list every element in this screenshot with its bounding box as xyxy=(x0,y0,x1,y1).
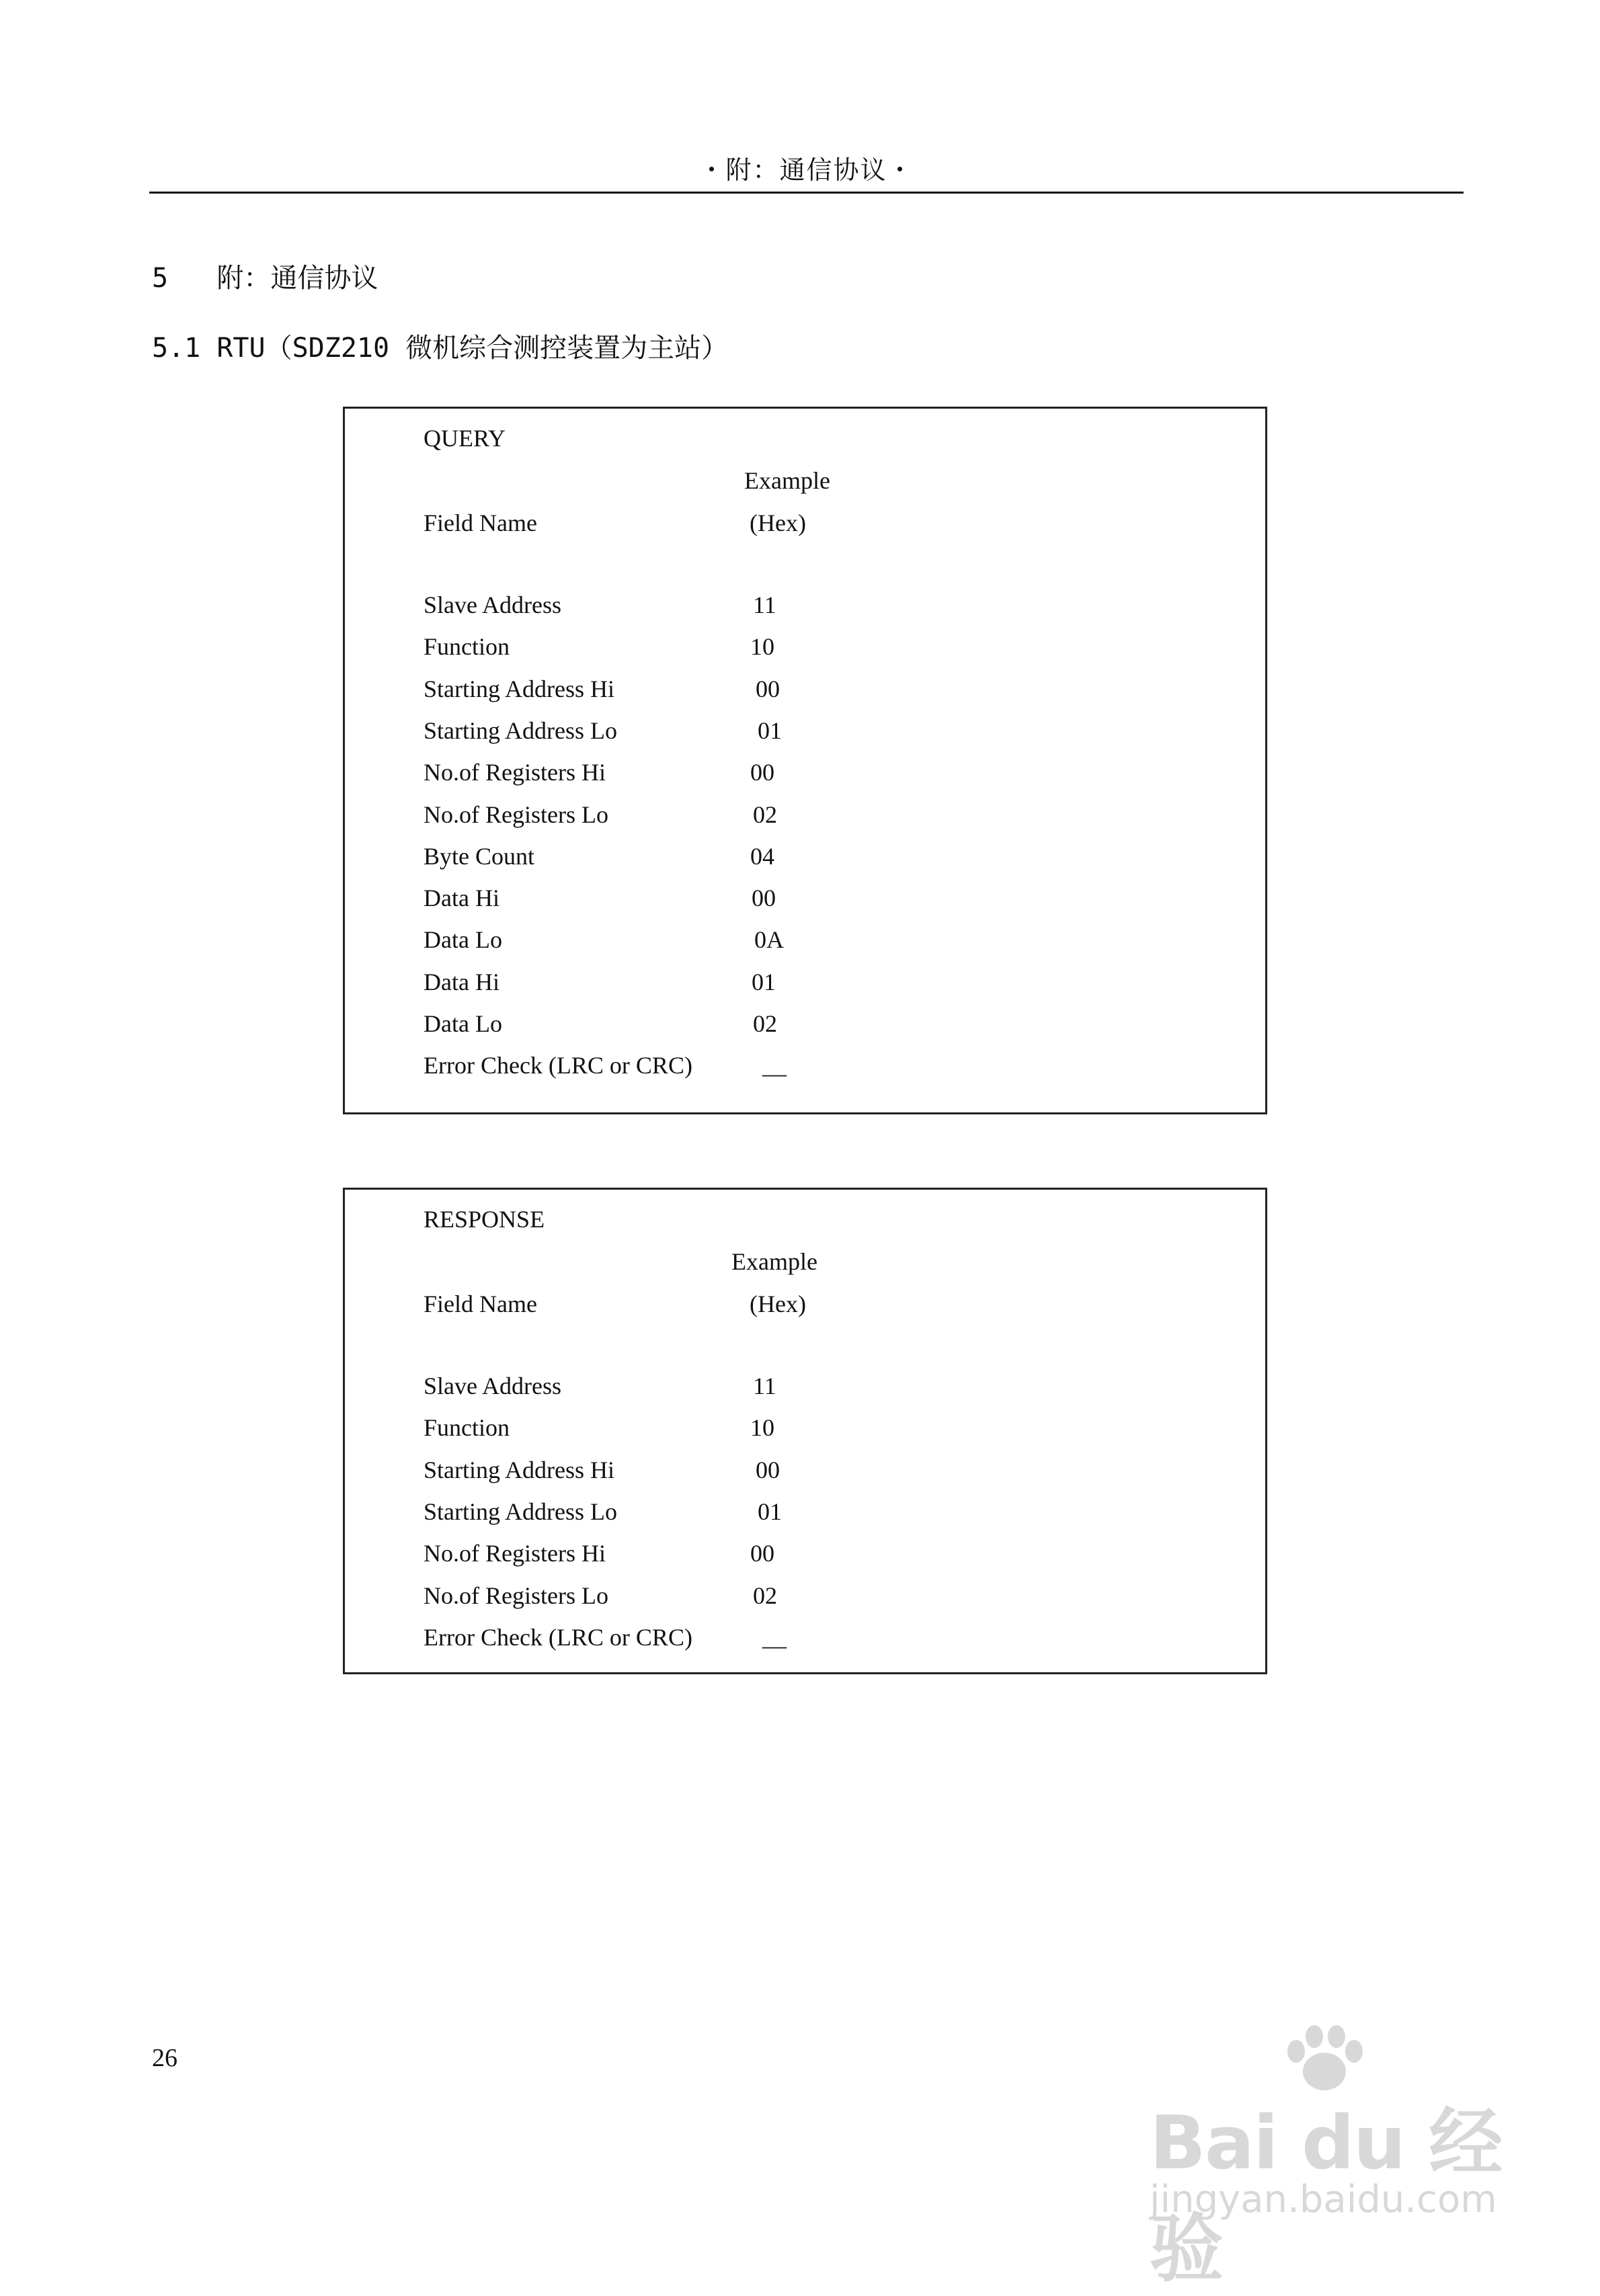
field-name: Error Check (LRC or CRC) xyxy=(424,1623,692,1651)
table-row xyxy=(424,1051,1230,1080)
watermark-url: jingyan.baidu.com xyxy=(1150,2178,1497,2221)
table-row xyxy=(424,925,1230,954)
response-title: RESPONSE xyxy=(424,1206,545,1233)
field-value: 00 xyxy=(756,1456,780,1483)
field-name: Error Check (LRC or CRC) xyxy=(424,1052,692,1079)
table-row xyxy=(424,1581,1230,1610)
header-rule xyxy=(149,192,1464,194)
table-row xyxy=(424,674,1230,704)
field-name: No.of Registers Lo xyxy=(424,1582,608,1609)
table-row xyxy=(424,632,1230,661)
field-value: __ xyxy=(762,1623,787,1651)
field-value: 00 xyxy=(756,675,780,702)
field-name: Data Hi xyxy=(424,885,499,912)
response-frame-box xyxy=(343,1188,1267,1674)
field-value: 10 xyxy=(750,633,774,661)
query-title: QUERY xyxy=(424,425,506,452)
field-value: 00 xyxy=(752,885,776,912)
table-row xyxy=(424,1455,1230,1485)
field-name: Byte Count xyxy=(424,842,535,870)
page-number: 26 xyxy=(152,2044,177,2072)
field-value: 02 xyxy=(753,1010,777,1037)
field-value: 02 xyxy=(753,1582,777,1609)
table-row xyxy=(424,590,1230,620)
field-value: 02 xyxy=(753,801,777,828)
field-value: 04 xyxy=(750,842,774,870)
table-row xyxy=(424,800,1230,829)
table-row xyxy=(424,1539,1230,1568)
query-hex-header: (Hex) xyxy=(750,509,806,536)
table-row xyxy=(424,757,1230,787)
field-name: Data Lo xyxy=(424,1010,502,1037)
baidu-jingyan-watermark xyxy=(1136,2037,1526,2292)
field-value: 01 xyxy=(758,716,782,744)
query-field-name-header: Field Name xyxy=(424,509,537,536)
query-frame-box xyxy=(343,407,1267,1114)
subsection-heading: 5.1 RTU（SDZ210 微机综合测控装置为主站） xyxy=(152,333,729,364)
field-name: Data Lo xyxy=(424,926,502,954)
field-value: 11 xyxy=(753,1372,776,1399)
field-name: Function xyxy=(424,1414,510,1442)
table-row xyxy=(424,716,1230,745)
query-example-header: Example xyxy=(744,467,830,494)
table-row xyxy=(424,1009,1230,1038)
field-value: 10 xyxy=(750,1414,774,1442)
table-row xyxy=(424,1497,1230,1526)
field-name: Starting Address Lo xyxy=(424,1498,617,1525)
field-name: Starting Address Hi xyxy=(424,1456,614,1483)
field-name: Function xyxy=(424,633,510,661)
field-name: Slave Address xyxy=(424,591,561,618)
watermark-brand: Bai du 经验 xyxy=(1150,2100,1502,2292)
field-name: Starting Address Hi xyxy=(424,675,614,702)
table-row xyxy=(424,1413,1230,1442)
field-value: 00 xyxy=(750,1540,774,1567)
field-value: __ xyxy=(762,1052,787,1079)
field-value: 11 xyxy=(753,591,776,618)
field-name: Starting Address Lo xyxy=(424,716,617,744)
table-row xyxy=(424,1371,1230,1401)
field-value: 00 xyxy=(750,759,774,786)
field-name: No.of Registers Hi xyxy=(424,759,606,786)
table-row xyxy=(424,883,1230,913)
section-heading: 5 附：通信协议 xyxy=(152,263,378,294)
running-header: ・附：通信协议・ xyxy=(698,155,914,185)
field-value: 0A xyxy=(754,926,784,954)
response-hex-header: (Hex) xyxy=(750,1290,806,1317)
table-row xyxy=(424,842,1230,871)
field-name: No.of Registers Hi xyxy=(424,1540,606,1567)
field-name: Data Hi xyxy=(424,968,499,995)
table-row xyxy=(424,967,1230,997)
response-field-name-header: Field Name xyxy=(424,1290,537,1317)
field-value: 01 xyxy=(758,1498,782,1525)
field-name: Slave Address xyxy=(424,1372,561,1399)
table-row xyxy=(424,1623,1230,1652)
response-example-header: Example xyxy=(731,1248,817,1275)
field-value: 01 xyxy=(752,968,776,995)
field-name: No.of Registers Lo xyxy=(424,801,608,828)
